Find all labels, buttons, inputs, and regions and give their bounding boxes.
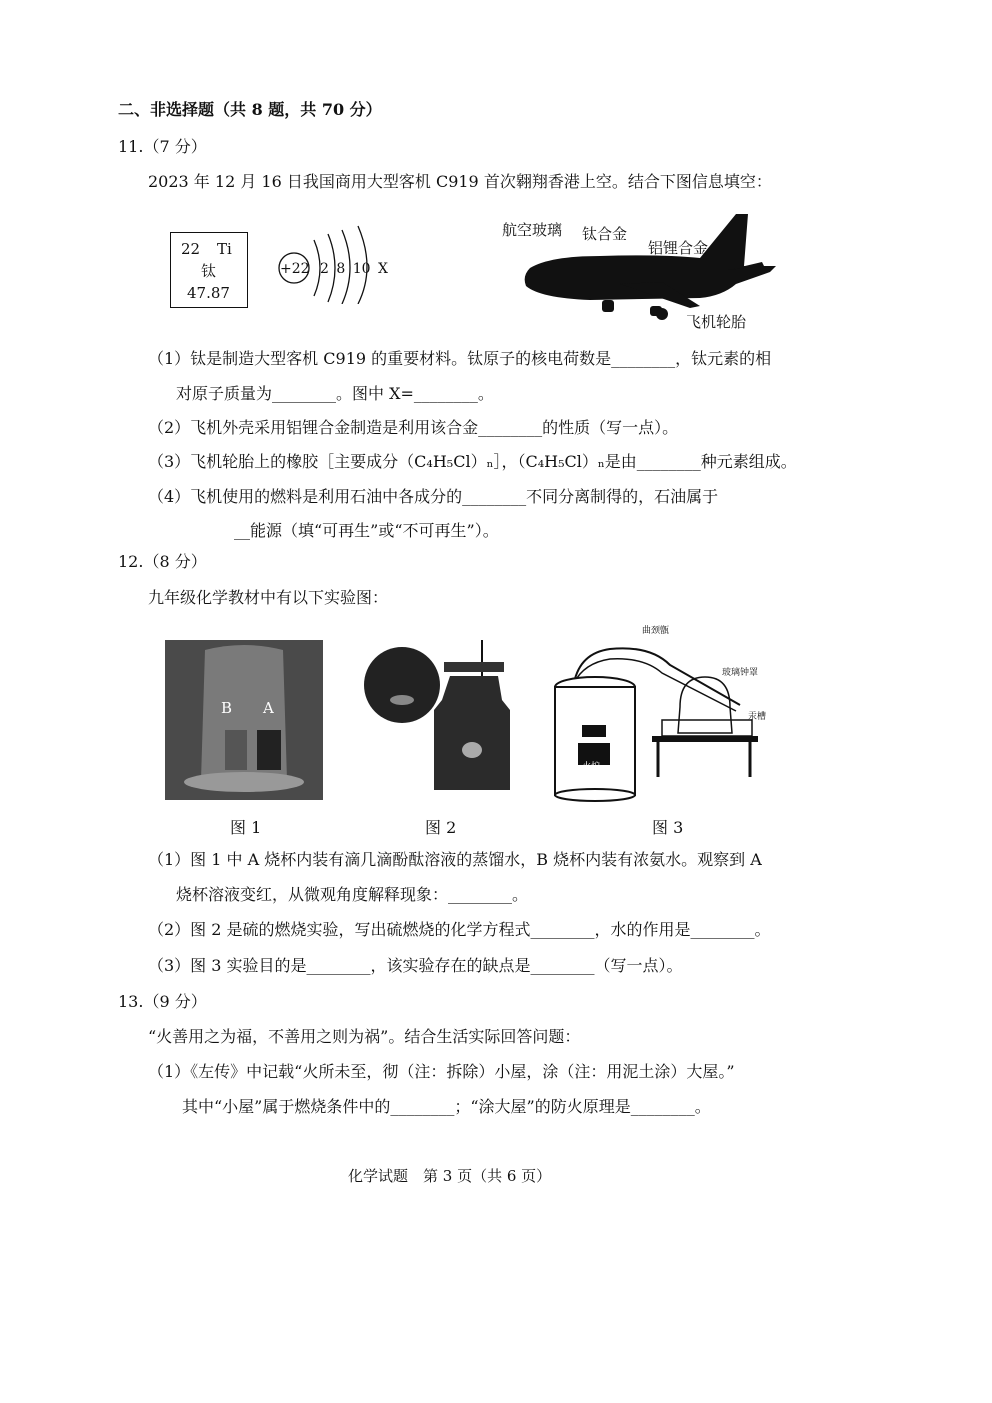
q13-p1b: 其中“小屋”属于燃烧条件中的________；“涂大屋”的防火原理是________。: [182, 1097, 711, 1116]
nucleus-charge: +22: [280, 261, 310, 277]
furnace-label: 火炉: [582, 762, 601, 772]
q13-intro: “火善用之为福，不善用之则为祸”。结合生活实际回答问题：: [148, 1027, 581, 1046]
q11-p4a: （4）飞机使用的燃料是利用石油中各成分的________不同分离制得的，石油属于: [148, 487, 719, 506]
figure-2-photo: [362, 640, 522, 800]
figure-3-caption: 图 3: [652, 818, 684, 837]
label-al-li-alloy: 铝锂合金: [648, 239, 709, 257]
bell-jar-label: 玻璃钟罩: [722, 668, 759, 678]
figure-2-caption: 图 2: [425, 818, 457, 837]
label-titanium-alloy: 钛合金: [582, 225, 628, 243]
q12-p2: （2）图 2 是硫的燃烧实验，写出硫燃烧的化学方程式________，水的作用是________。: [148, 920, 771, 939]
atomic-number: 22: [181, 240, 201, 258]
figure-1-photo: [165, 640, 323, 800]
q11-p1a: （1）钛是制造大型客机 C919 的重要材料。钛原子的核电荷数是________，钛元素的相: [148, 349, 772, 368]
element-name: 钛: [201, 262, 217, 280]
page-footer: 化学试题 第 3 页（共 6 页）: [348, 1167, 552, 1185]
q12-intro: 九年级化学教材中有以下实验图：: [148, 588, 389, 607]
q12-head: 12.（8 分）: [118, 552, 207, 571]
beaker-a-label: A: [263, 699, 274, 717]
section-title: 二、非选择题（共 8 题，共 70 分）: [118, 100, 382, 119]
q11-p1b: 对原子质量为________。图中 X=________。: [176, 384, 494, 403]
lavoisier-apparatus: [550, 625, 770, 803]
q13-p1a: （1）《左传》中记载“火所未至，彻（注：拆除）小屋，涂（注：用泥土涂）大屋。”: [148, 1062, 735, 1081]
figure-3-drawing: [550, 625, 770, 803]
element-card: [170, 232, 248, 308]
sulfur-combustion-apparatus: [362, 640, 522, 800]
label-aviation-glass: 航空玻璃: [502, 221, 563, 239]
mercury-trough-label: 汞槽: [748, 712, 767, 722]
atomic-mass: 47.87: [187, 284, 230, 302]
element-symbol: Ti: [217, 240, 232, 258]
figure-1-caption: 图 1: [230, 818, 262, 837]
q11-p4b: __能源（填“可再生”或“不可再生”）。: [234, 521, 499, 540]
q11-p2: （2）飞机外壳采用铝锂合金制造是利用该合金________的性质（写一点）。: [148, 418, 679, 437]
retort-label: 曲颈甑: [642, 626, 670, 636]
airplane-figure: [500, 210, 790, 335]
atom-structure-diagram: [276, 222, 396, 304]
bell-jar-beakers: [165, 640, 323, 800]
q11-p3: （3）飞机轮胎上的橡胶［主要成分（C₄H₅Cl）ₙ］，（C₄H₅Cl）ₙ是由________种元素组成。: [148, 452, 797, 471]
beaker-b-label: B: [221, 699, 233, 717]
shell-electrons: 2 8 10 X: [320, 261, 388, 277]
q11-head: 11.（7 分）: [118, 137, 207, 156]
label-tire: 飞机轮胎: [686, 313, 747, 331]
q13-head: 13.（9 分）: [118, 992, 207, 1011]
q12-p3: （3）图 3 实验目的是________，该实验存在的缺点是________（写一点）。: [148, 956, 683, 975]
q12-p1b: 烧杯溶液变红，从微观角度解释现象：________。: [176, 885, 529, 904]
q11-intro: 2023 年 12 月 16 日我国商用大型客机 C919 首次翱翔香港上空。结合下图信息填空：: [148, 172, 772, 191]
q12-p1a: （1）图 1 中 A 烧杯内装有滴几滴酚酞溶液的蒸馏水，B 烧杯内装有浓氨水。观察到 A: [148, 850, 762, 869]
